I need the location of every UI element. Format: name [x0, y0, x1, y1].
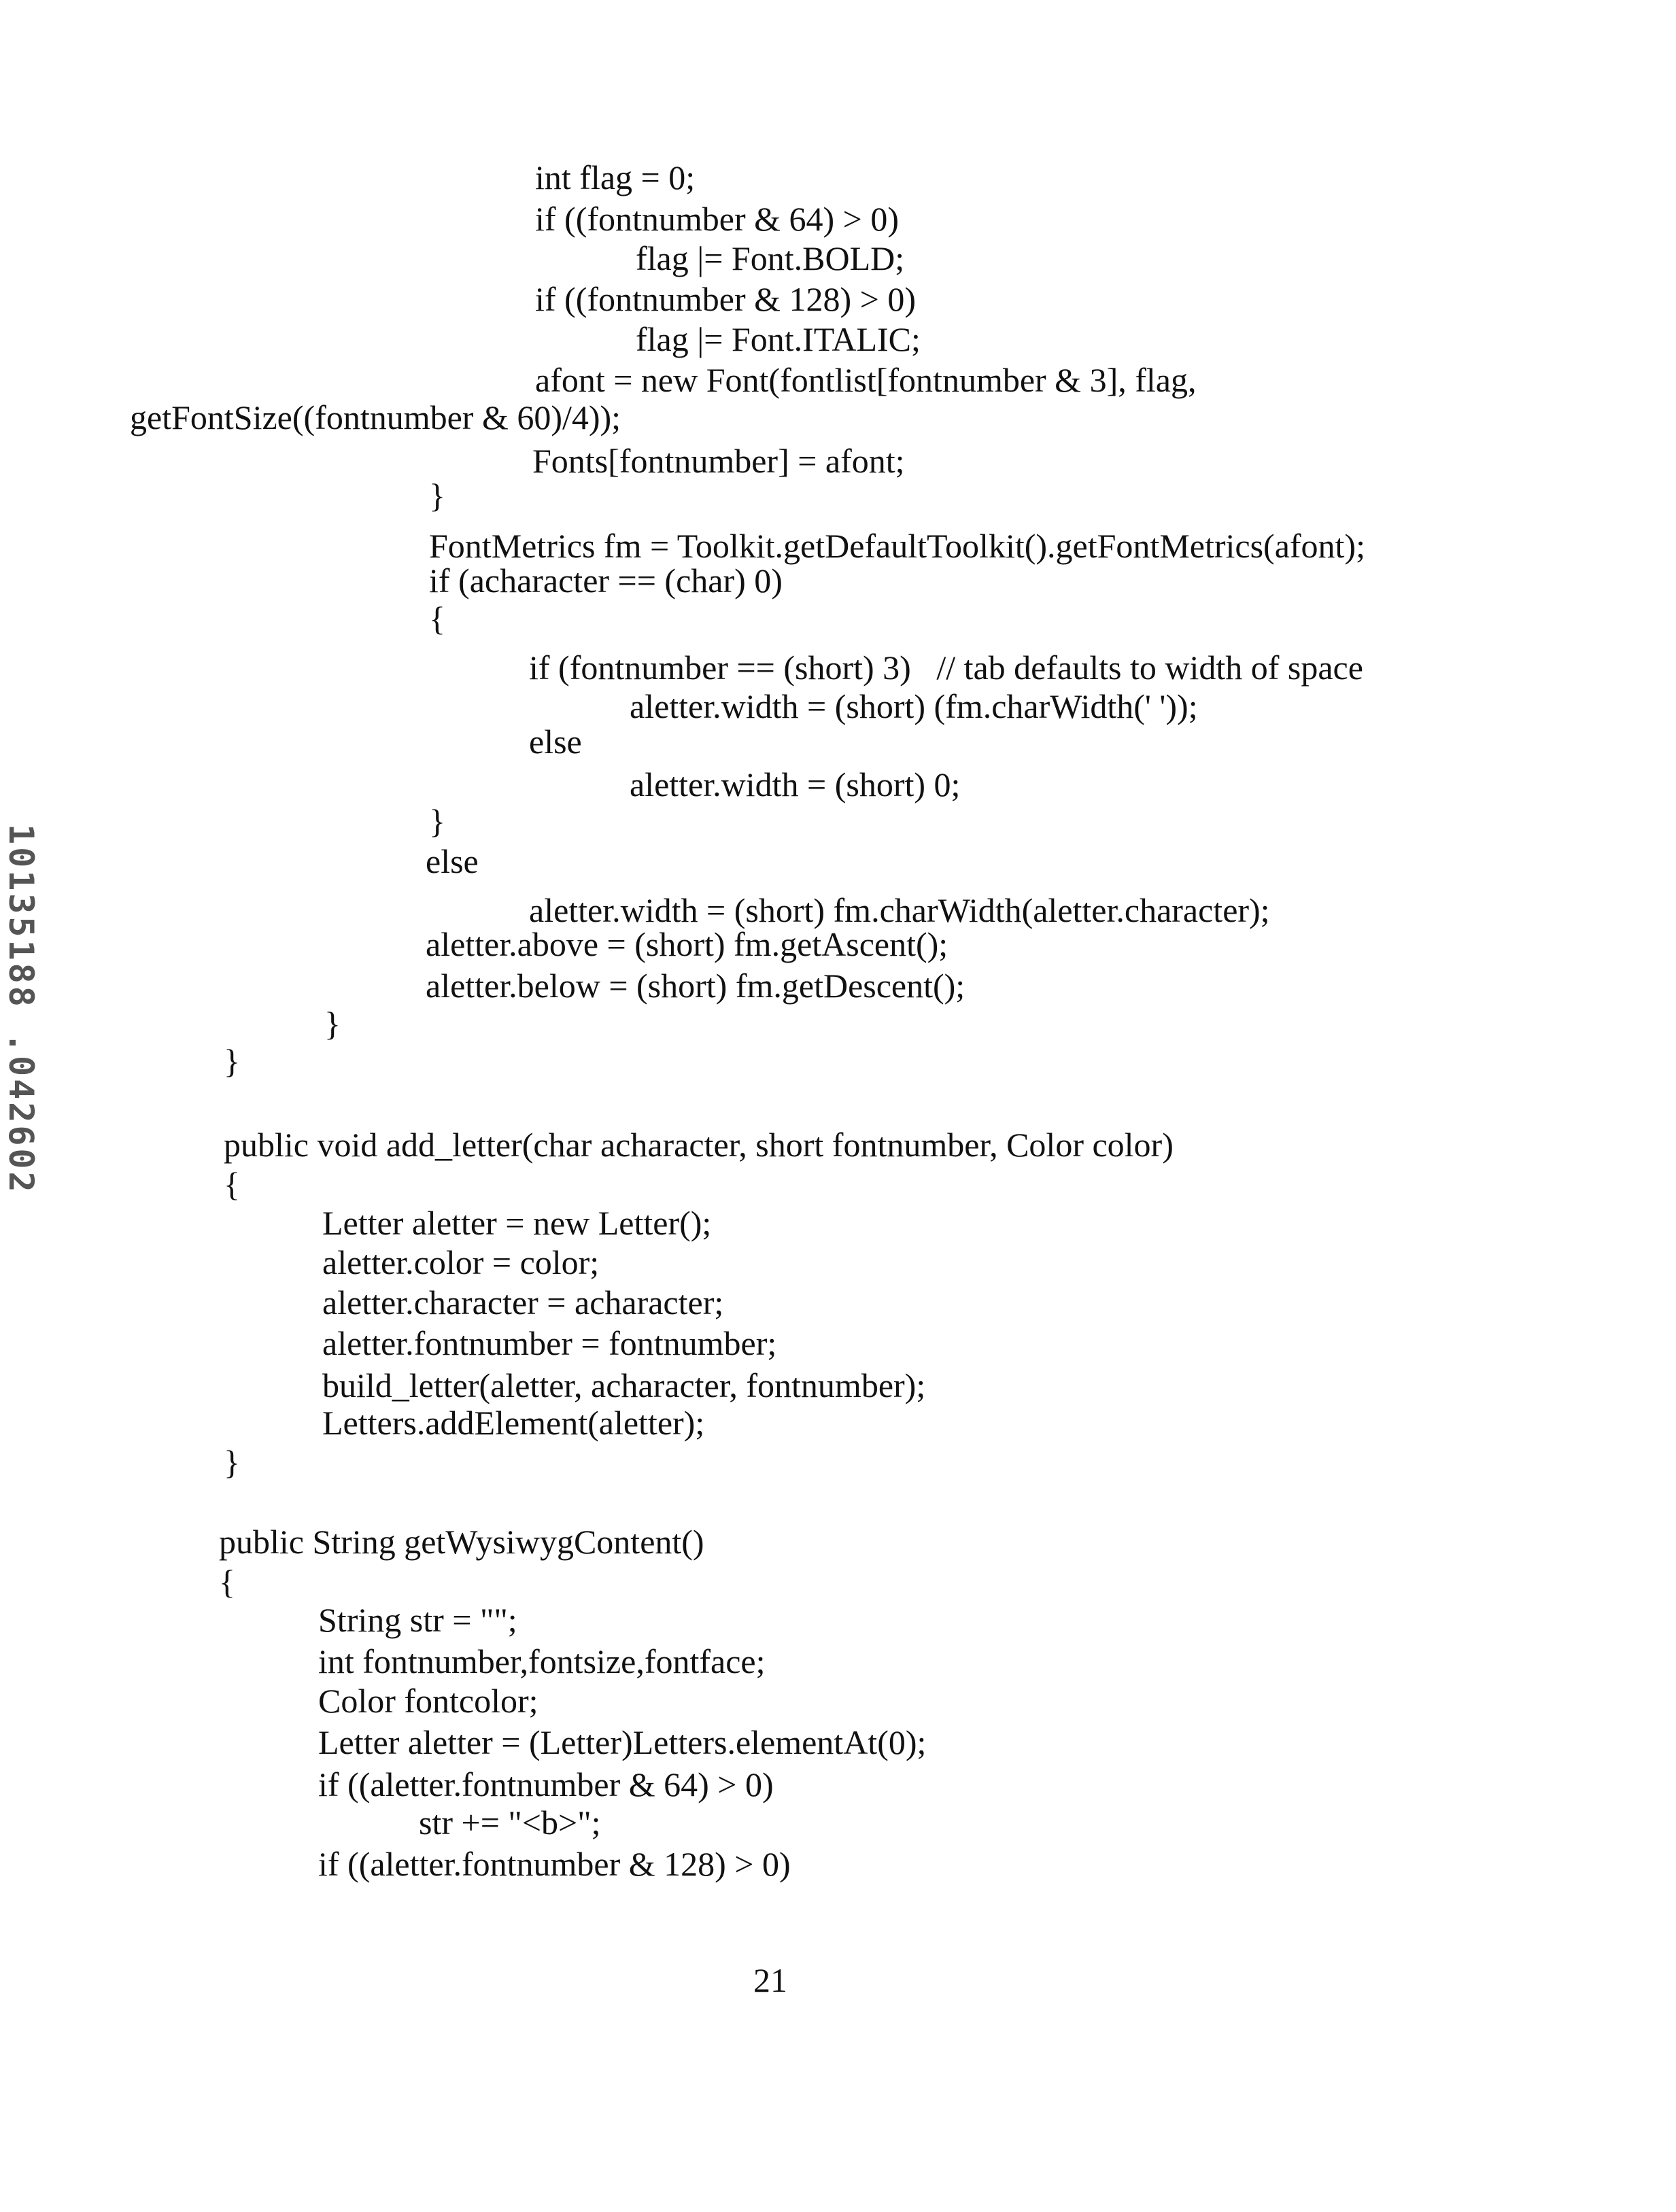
code-line: Letters.addElement(aletter);	[322, 1402, 704, 1443]
code-line: Letter aletter = (Letter)Letters.elementAt(0);	[318, 1722, 926, 1763]
code-line: aletter.width = (short) (fm.charWidth(' '));	[630, 686, 1198, 727]
code-line: aletter.color = color;	[322, 1242, 599, 1283]
code-line: String str = "";	[318, 1600, 517, 1640]
code-line: }	[224, 1041, 240, 1082]
code-line: getFontSize((fontnumber & 60)/4));	[130, 397, 621, 438]
code-line: {	[219, 1561, 235, 1602]
code-line: if (fontnumber == (short) 3) // tab defaults to width of space	[529, 647, 1363, 688]
code-line: if ((fontnumber & 128) > 0)	[535, 279, 916, 319]
code-line: }	[224, 1442, 240, 1483]
code-line: if (acharacter == (char) 0)	[429, 560, 783, 601]
code-line: if ((fontnumber & 64) > 0)	[535, 198, 899, 239]
code-line: aletter.fontnumber = fontnumber;	[322, 1323, 776, 1364]
code-line: {	[224, 1164, 240, 1205]
code-line: }	[429, 801, 445, 842]
code-line: {	[429, 598, 445, 639]
code-line: else	[426, 841, 479, 882]
code-line: afont = new Font(fontlist[fontnumber & 3], flag,	[535, 360, 1196, 400]
code-line: if ((aletter.fontnumber & 128) > 0)	[318, 1844, 791, 1884]
code-line: Color fontcolor;	[318, 1680, 538, 1721]
code-line: flag |= Font.ITALIC;	[636, 319, 921, 360]
code-line: }	[429, 475, 445, 516]
side-stamp-text: 10135188 .042602	[1, 824, 41, 1195]
code-line: int flag = 0;	[535, 157, 695, 198]
code-line: aletter.below = (short) fm.getDescent();	[426, 965, 965, 1006]
code-line: aletter.above = (short) fm.getAscent();	[426, 924, 948, 965]
code-line: FontMetrics fm = Toolkit.getDefaultToolkit().getFontMetrics(afont);	[429, 525, 1365, 566]
code-line: aletter.width = (short) fm.charWidth(aletter.character);	[529, 890, 1270, 931]
code-line: public void add_letter(char acharacter, short fontnumber, Color color)	[224, 1124, 1174, 1165]
code-line: build_letter(aletter, acharacter, fontnumber);	[322, 1365, 925, 1406]
page-number: 21	[753, 1960, 787, 2001]
code-line: int fontnumber,fontsize,fontface;	[318, 1641, 766, 1682]
code-line: Letter aletter = new Letter();	[322, 1203, 711, 1243]
code-line: else	[529, 721, 582, 762]
code-line: flag |= Font.BOLD;	[636, 238, 904, 279]
side-stamp	[5, 824, 46, 1368]
code-line: public String getWysiwygContent()	[219, 1521, 704, 1562]
code-line: }	[324, 1003, 341, 1044]
code-line: aletter.character = acharacter;	[322, 1282, 723, 1323]
code-line: str += "<b>";	[419, 1802, 601, 1843]
code-line: aletter.width = (short) 0;	[630, 764, 960, 805]
document-page	[0, 0, 1676, 2212]
code-line: Fonts[fontnumber] = afont;	[532, 440, 905, 481]
code-line: if ((aletter.fontnumber & 64) > 0)	[318, 1764, 774, 1805]
